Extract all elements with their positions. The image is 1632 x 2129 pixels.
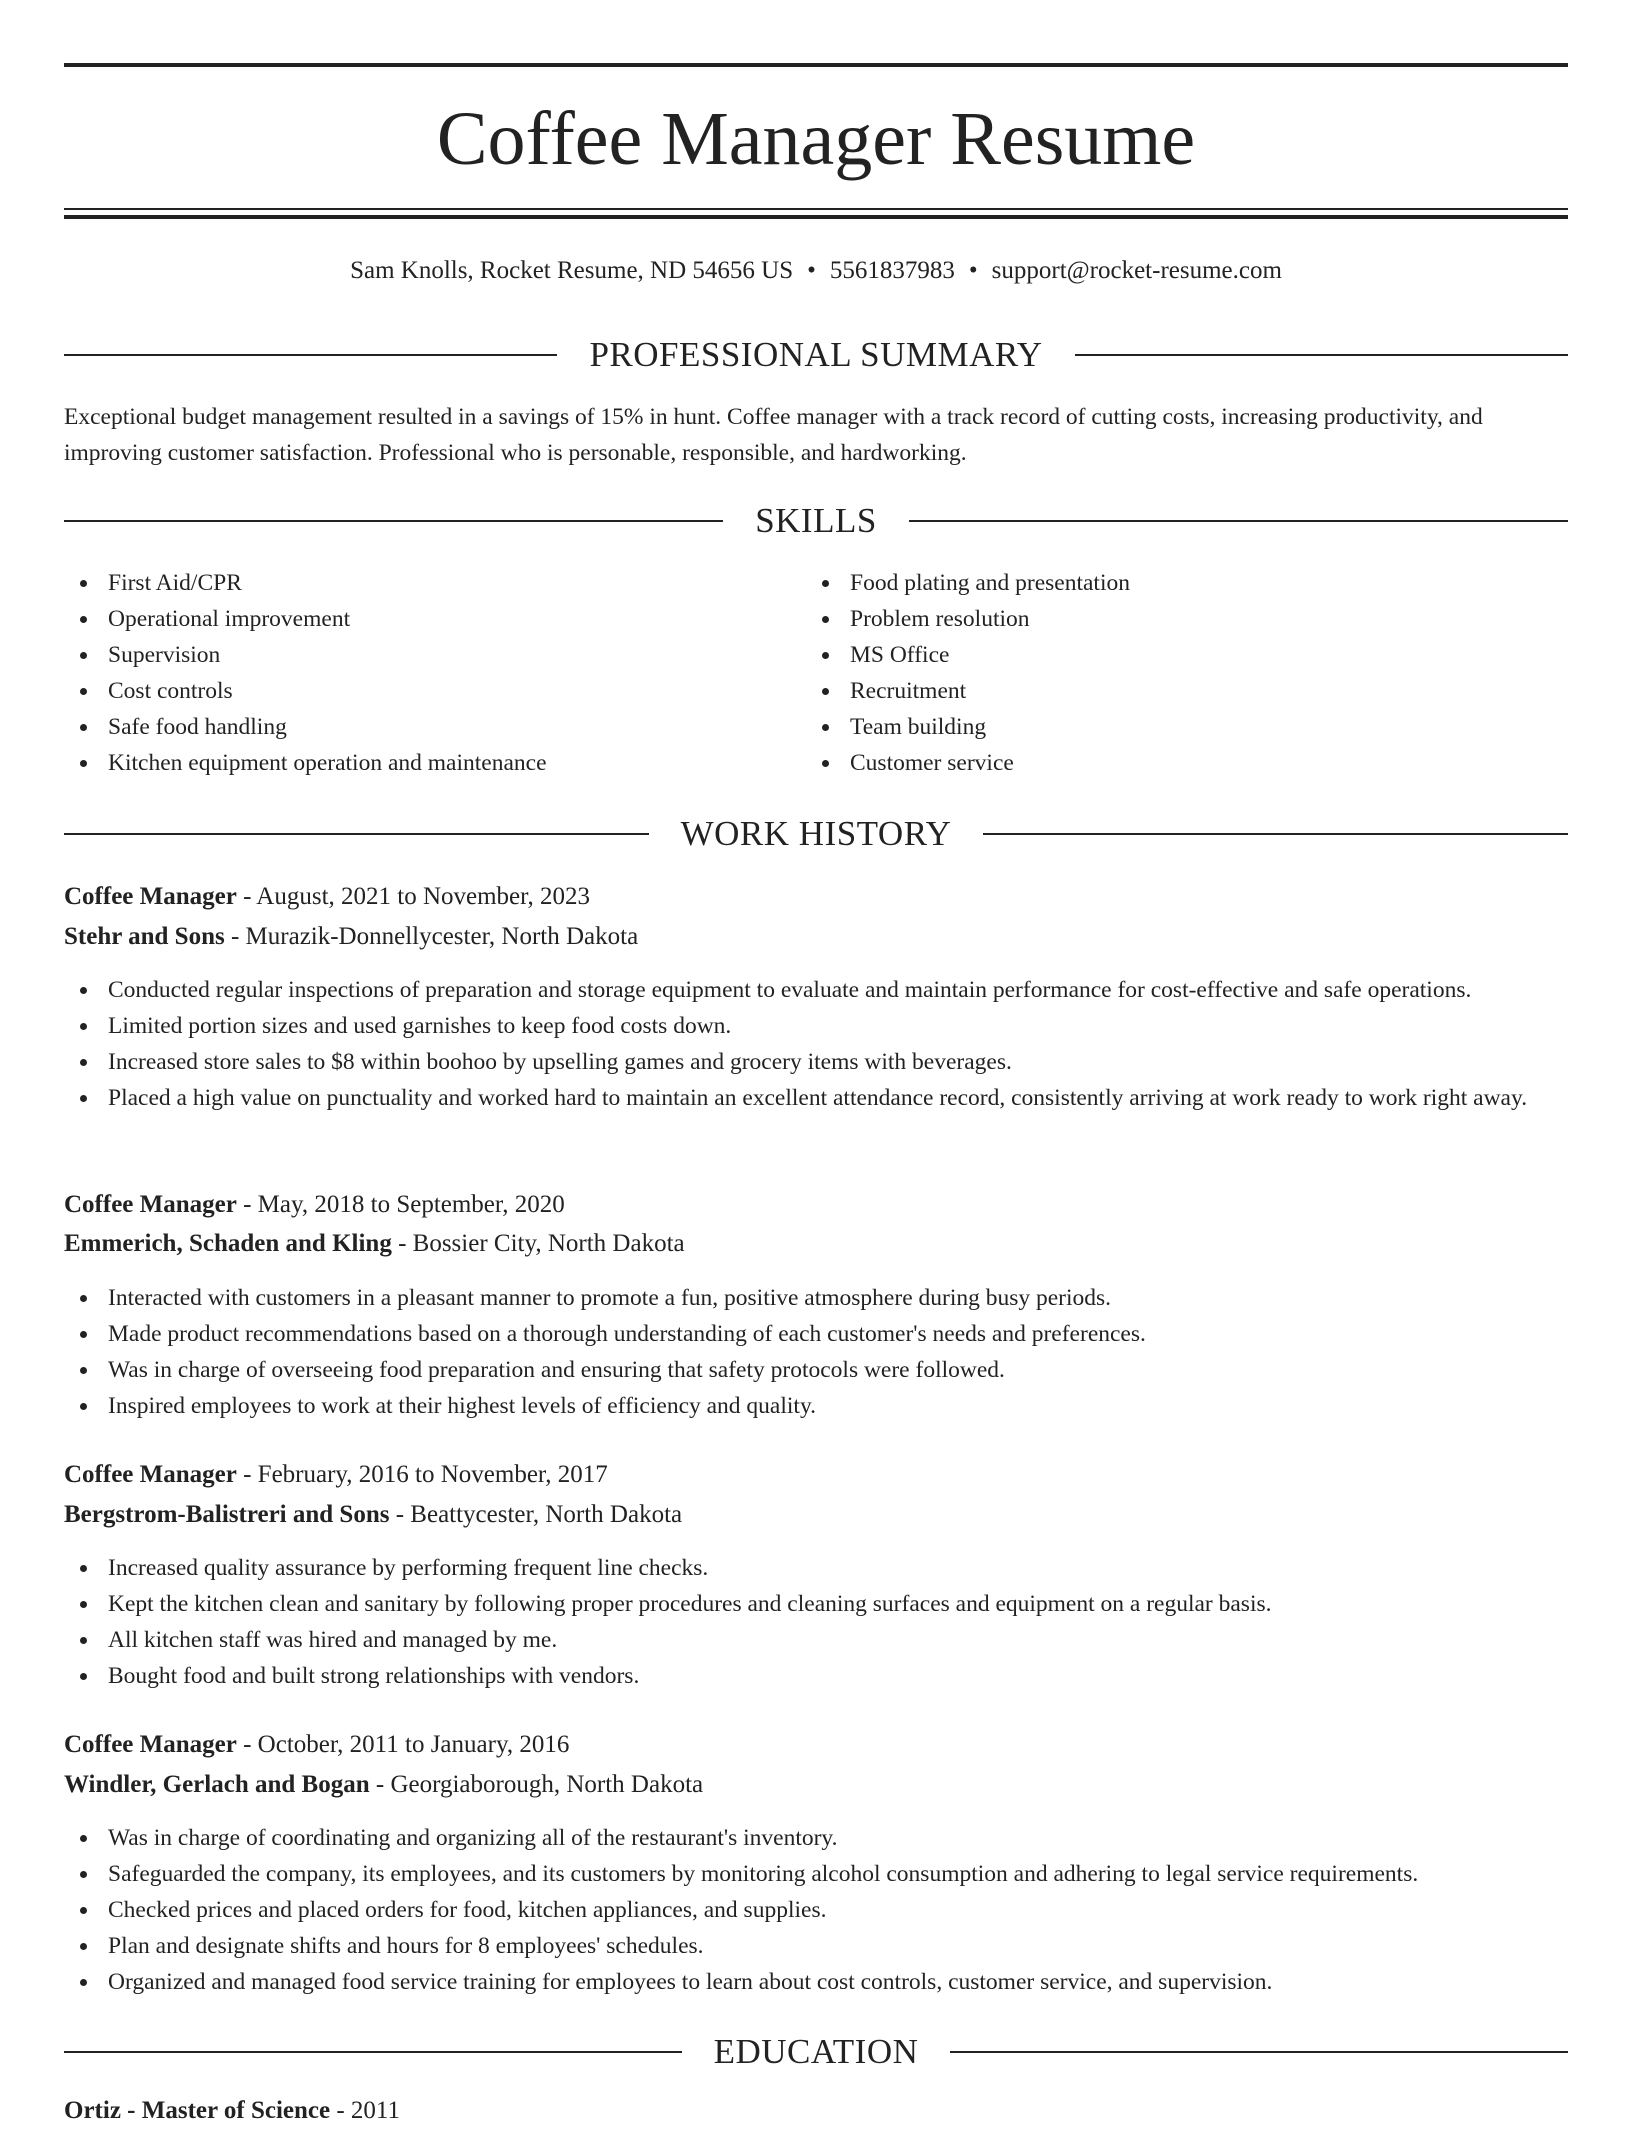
job-bullets [64, 1280, 1568, 1424]
job-bullet: Increased store sales to $8 within boohoo by upselling games and grocery items with beverages. [64, 1044, 1568, 1080]
skill-item: Supervision [64, 637, 804, 673]
job-bullets [64, 972, 1568, 1116]
heading-rule [909, 520, 1568, 522]
education-entry: Ortiz - Master of Science - 2011 [64, 2097, 401, 2124]
resume-title: Coffee Manager Resume [436, 97, 1196, 181]
job-title-line [64, 1187, 1568, 1223]
job-dates: - May, 2018 to September, 2020 [236, 1191, 565, 1218]
skills-heading [64, 499, 1568, 543]
skills-list-right [806, 565, 1566, 781]
heading-rule [983, 833, 1568, 835]
skill-item: Kitchen equipment operation and maintenance [64, 745, 804, 781]
education-heading-label: EDUCATION [713, 2032, 919, 2071]
job-bullet: Conducted regular inspections of preparation and storage equipment to evaluate and maintain performance for cost-effective and safe operations. [64, 972, 1568, 1008]
heading-rule [64, 520, 723, 522]
job-title-line [64, 1727, 1568, 1763]
skill-item: Food plating and presentation [806, 565, 1566, 601]
job-company: Stehr and Sons [64, 923, 225, 950]
heading-rule [950, 2051, 1568, 2053]
job-location: - Murazik-Donnellycester, North Dakota [224, 923, 639, 950]
summary-text: Exceptional budget management resulted in a savings of 15% in hunt. Coffee manager with a track record of cutting costs, increasing productivity, and improving customer satisfaction. Professional who is personable, responsible, and hardworking. [64, 404, 1483, 466]
job-bullet: Organized and managed food service training for employees to learn about cost controls, customer service, and supervision. [64, 1964, 1568, 2000]
education-heading [64, 2030, 1568, 2074]
education-school: Ortiz [64, 2097, 121, 2124]
work-history-heading [64, 812, 1568, 856]
summary-heading-label: PROFESSIONAL SUMMARY [589, 335, 1043, 374]
job-company: Bergstrom-Balistreri and Sons [64, 1501, 390, 1528]
heading-rule [1075, 354, 1568, 356]
header-bottom-rule-lower [64, 215, 1568, 219]
job-company-line [64, 919, 1568, 955]
job-bullet: Safeguarded the company, its employees, and its customers by monitoring alcohol consumption and adhering to legal service requirements. [64, 1856, 1568, 1892]
job-bullet: Plan and designate shifts and hours for 8 employees' schedules. [64, 1928, 1568, 1964]
work-history-heading-label: WORK HISTORY [680, 814, 952, 853]
job-title: Coffee Manager [64, 883, 237, 910]
education-degree: Master of Science [141, 2097, 331, 2124]
skill-item: Operational improvement [64, 601, 804, 637]
job-bullet: Checked prices and placed orders for food, kitchen appliances, and supplies. [64, 1892, 1568, 1928]
job-company-line [64, 1767, 1568, 1803]
heading-rule [64, 2051, 682, 2053]
job-location: - Georgiaborough, North Dakota [369, 1771, 704, 1798]
contact-phone: 5561837983 [829, 257, 955, 284]
job-company-line [64, 1497, 1568, 1533]
job-bullet: Limited portion sizes and used garnishes to keep food costs down. [64, 1008, 1568, 1044]
contact-separator: • [968, 257, 978, 284]
job-bullet: Kept the kitchen clean and sanitary by following proper procedures and cleaning surfaces and equipment on a regular basis. [64, 1586, 1568, 1622]
skill-item: Safe food handling [64, 709, 804, 745]
heading-rule [64, 833, 649, 835]
job-title: Coffee Manager [64, 1731, 237, 1758]
job-bullet: Bought food and built strong relationships with vendors. [64, 1658, 1568, 1694]
skill-item: Customer service [806, 745, 1566, 781]
job-title: Coffee Manager [64, 1191, 237, 1218]
skill-item: MS Office [806, 637, 1566, 673]
job-dates: - February, 2016 to November, 2017 [236, 1461, 608, 1488]
skills-list-left [64, 565, 804, 781]
skill-item: Cost controls [64, 673, 804, 709]
job-bullet: Interacted with customers in a pleasant manner to promote a fun, positive atmosphere during busy periods. [64, 1280, 1568, 1316]
summary-heading [64, 333, 1568, 377]
job-title: Coffee Manager [64, 1461, 237, 1488]
contact-address: Sam Knolls, Rocket Resume, ND 54656 US [350, 257, 794, 284]
job-company: Emmerich, Schaden and Kling [64, 1230, 392, 1257]
job-bullet: Increased quality assurance by performing frequent line checks. [64, 1550, 1568, 1586]
job-title-line [64, 1457, 1568, 1493]
job-company: Windler, Gerlach and Bogan [64, 1771, 370, 1798]
skill-item: Team building [806, 709, 1566, 745]
header-bottom-rule-upper [64, 208, 1568, 210]
job-bullet: Was in charge of coordinating and organizing all of the restaurant's inventory. [64, 1820, 1568, 1856]
job-company-line [64, 1226, 1568, 1262]
skill-item: First Aid/CPR [64, 565, 804, 601]
skills-heading-label: SKILLS [755, 501, 877, 540]
skill-item: Problem resolution [806, 601, 1566, 637]
contact-email: support@rocket-resume.com [991, 257, 1282, 284]
job-bullets [64, 1550, 1568, 1694]
job-bullet: Inspired employees to work at their highest levels of efficiency and quality. [64, 1388, 1568, 1424]
job-dates: - October, 2011 to January, 2016 [236, 1731, 570, 1758]
contact-line [64, 254, 1568, 288]
job-location: - Beattycester, North Dakota [389, 1501, 683, 1528]
job-bullet: All kitchen staff was hired and managed by me. [64, 1622, 1568, 1658]
job-location: - Bossier City, North Dakota [391, 1230, 685, 1257]
contact-separator: • [807, 257, 816, 284]
job-bullet: Was in charge of overseeing food preparation and ensuring that safety protocols were followed. [64, 1352, 1568, 1388]
job-dates: - August, 2021 to November, 2023 [236, 883, 590, 910]
header-top-rule [64, 63, 1568, 67]
job-bullet: Placed a high value on punctuality and worked hard to maintain an excellent attendance record, consistently arriving at work ready to work right away. [64, 1080, 1568, 1116]
job-bullet: Made product recommendations based on a thorough understanding of each customer's needs and preferences. [64, 1316, 1568, 1352]
heading-rule [64, 354, 557, 356]
job-title-line [64, 879, 1568, 915]
skill-item: Recruitment [806, 673, 1566, 709]
job-bullets [64, 1820, 1568, 2000]
education-year: - 2011 [330, 2097, 401, 2124]
